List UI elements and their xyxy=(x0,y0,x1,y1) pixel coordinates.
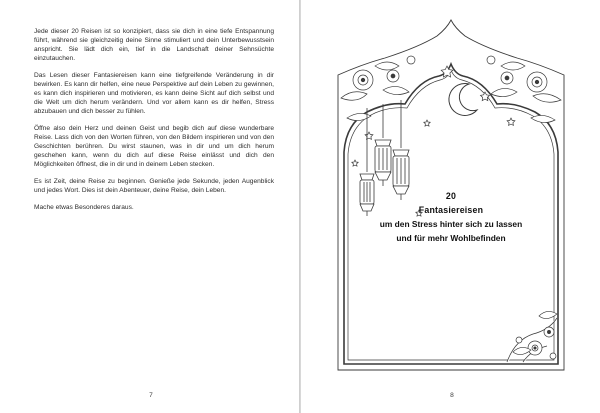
right-page xyxy=(300,0,600,413)
page-number-right: 8 xyxy=(450,392,454,399)
paragraph-5: Mache etwas Besonderes daraus. xyxy=(34,204,134,211)
paragraph-4: Es ist Zeit, deine Reise zu beginnen. Genieße jede Sekunde, jeden Augenblick und jedes Wort. Dies ist dein Abenteuer, deine Reise, dein Leben. xyxy=(34,178,274,194)
subtitle-line-1: um den Stress hinter sich zu lassen xyxy=(379,219,523,229)
paragraph-3: Öffne also dein Herz und deinen Geist und begib dich auf diese wunderbare Reise. Lass dich von den Worten führen, von den Bildern inspirieren und von den Geschichten berühren. Du wirst staunen, was in dir und um dich herum geschehen kann, wenn du dich auf diese Reise einlässt und dich den Möglichkeiten öffnest, die in dir und in deinem Leben stecken. xyxy=(34,125,274,168)
floral-ornament-icon xyxy=(507,311,557,362)
floral-ornament-icon xyxy=(487,56,561,123)
title-text: Fantasiereisen xyxy=(418,205,484,215)
title-block xyxy=(341,189,561,245)
body-text xyxy=(34,27,274,220)
floral-ornament-icon xyxy=(341,56,415,121)
title-number: 20 xyxy=(445,191,457,201)
paragraph-2: Das Lesen dieser Fantasiereisen kann eine tiefgreifende Veränderung in dir bewirken. Es kann dir helfen, eine neue Perspektive auf dein Leben zu gewinnen, es kann dich inspirieren und motivieren, es kann deine Sicht auf dich selbst und die Welt um dich herum verändern. Und vor allem kann es dir helfen, Stress abzubauen und dich besser zu fühlen. xyxy=(34,72,274,115)
paragraph-1: Jede dieser 20 Reisen ist so konzipiert, dass sie dich in eine tiefe Entspannung führt, während sie gleichzeitig deine Sinne stimuliert und dein Unterbewusstsein anspricht. Sie lädt dich ein, tief in die Landschaft deiner Sehnsüchte einzutauchen. xyxy=(34,28,274,62)
page-number-left: 7 xyxy=(149,392,153,399)
subtitle-line-2: und für mehr Wohlbefinden xyxy=(396,233,506,243)
crescent-moon-icon xyxy=(449,83,477,115)
